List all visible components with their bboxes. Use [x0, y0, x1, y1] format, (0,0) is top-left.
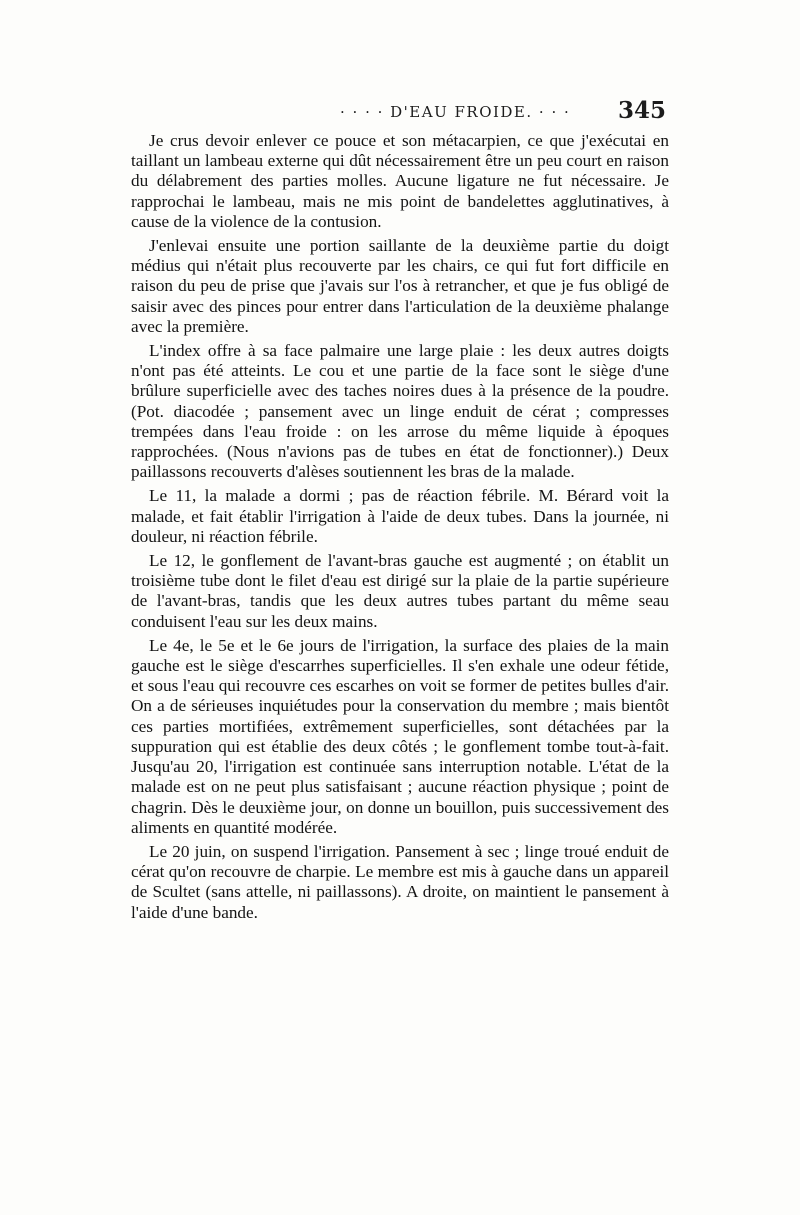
paragraph-day-11: Le 11, la malade a dormi ; pas de réaction fébrile. M. Bérard voit la malade, et fait établir l'irrigation à l'aide de deux tubes. Dans la journée, ni douleur, ni réaction fébrile. — [131, 486, 669, 546]
body-text — [131, 131, 669, 923]
paragraph-day-12: Le 12, le gonflement de l'avant-bras gauche est augmenté ; on établit un troisième tube dont le filet d'eau est dirigé sur la plaie de la partie supérieure de l'avant-bras, tandis que les deux autres tubes partant du même seau conduisent l'eau sur les deux mains. — [131, 551, 669, 631]
paragraph-thumb-amputation: Je crus devoir enlever ce pouce et son métacarpien, ce que j'exécutai en taillant un lambeau externe qui dût nécessairement être un peu court en raison du délabrement des parties molles. Aucune ligature ne fut nécessaire. Je rapprochai le lambeau, mais ne mis point de bandelettes agglutinatives, à cause de la violence de la contusion. — [131, 131, 669, 231]
running-head — [130, 97, 670, 127]
paragraph-middle-finger: J'enlevai ensuite une portion saillante de la deuxième partie du doigt médius qui n'était plus recouverte par les chairs, ce qui fut fort difficile en raison du peu de prise que j'avais sur l'os à retrancher, et que je fus obligé de saisir avec des pinces pour entrer dans l'articulation de la deuxième phalange avec la première. — [131, 236, 669, 336]
page-number: 345 — [617, 97, 666, 124]
paragraph-days-4-6: Le 4e, le 5e et le 6e jours de l'irrigation, la surface des plaies de la main gauche est le siège d'escarrhes superficielles. Il s'en exhale une odeur fétide, et sous l'eau qui recouvre ces escarhes on voit se former de petites bulles d'air. On a de sérieuses inquiétudes pour la conservation du membre ; mais bientôt ces parties mortifiées, extrêmement superficielles, sont détachées par la suppuration qui est établie des deux côtés ; le gonflement tombe tout-à-fait. Jusqu'au 20, l'irrigation est continuée sans interruption notable. L'état de la malade est on ne peut plus satisfaisant ; aucune réaction physique ; point de chagrin. Dès le deuxième jour, on donne un bouillon, puis successivement des aliments en quantité modérée. — [131, 635, 669, 837]
running-title: · · · · D'EAU FROIDE. · · · — [340, 103, 571, 121]
paragraph-index-burns: L'index offre à sa face palmaire une large plaie : les deux autres doigts n'ont pas été atteints. Le cou et une partie de la face sont le siège d'une brûlure superficielle avec des taches noires dues à la présence de la poudre. (Pot. diacodée ; pansement avec un linge enduit de cérat ; compresses trempées dans l'eau froide : on les arrose du même liquide à époques rapprochées. (Nous n'avions pas de tubes en état de fonctionner).) Deux paillassons recouverts d'alèses soutiennent les bras de la malade. — [131, 341, 669, 482]
paragraph-june-20: Le 20 juin, on suspend l'irrigation. Pansement à sec ; linge troué enduit de cérat qu'on recouvre de charpie. Le membre est mis à gauche dans un appareil de Scultet (sans attelle, ni paillassons). A droite, on maintient le pansement à l'aide d'une bande. — [131, 841, 669, 922]
